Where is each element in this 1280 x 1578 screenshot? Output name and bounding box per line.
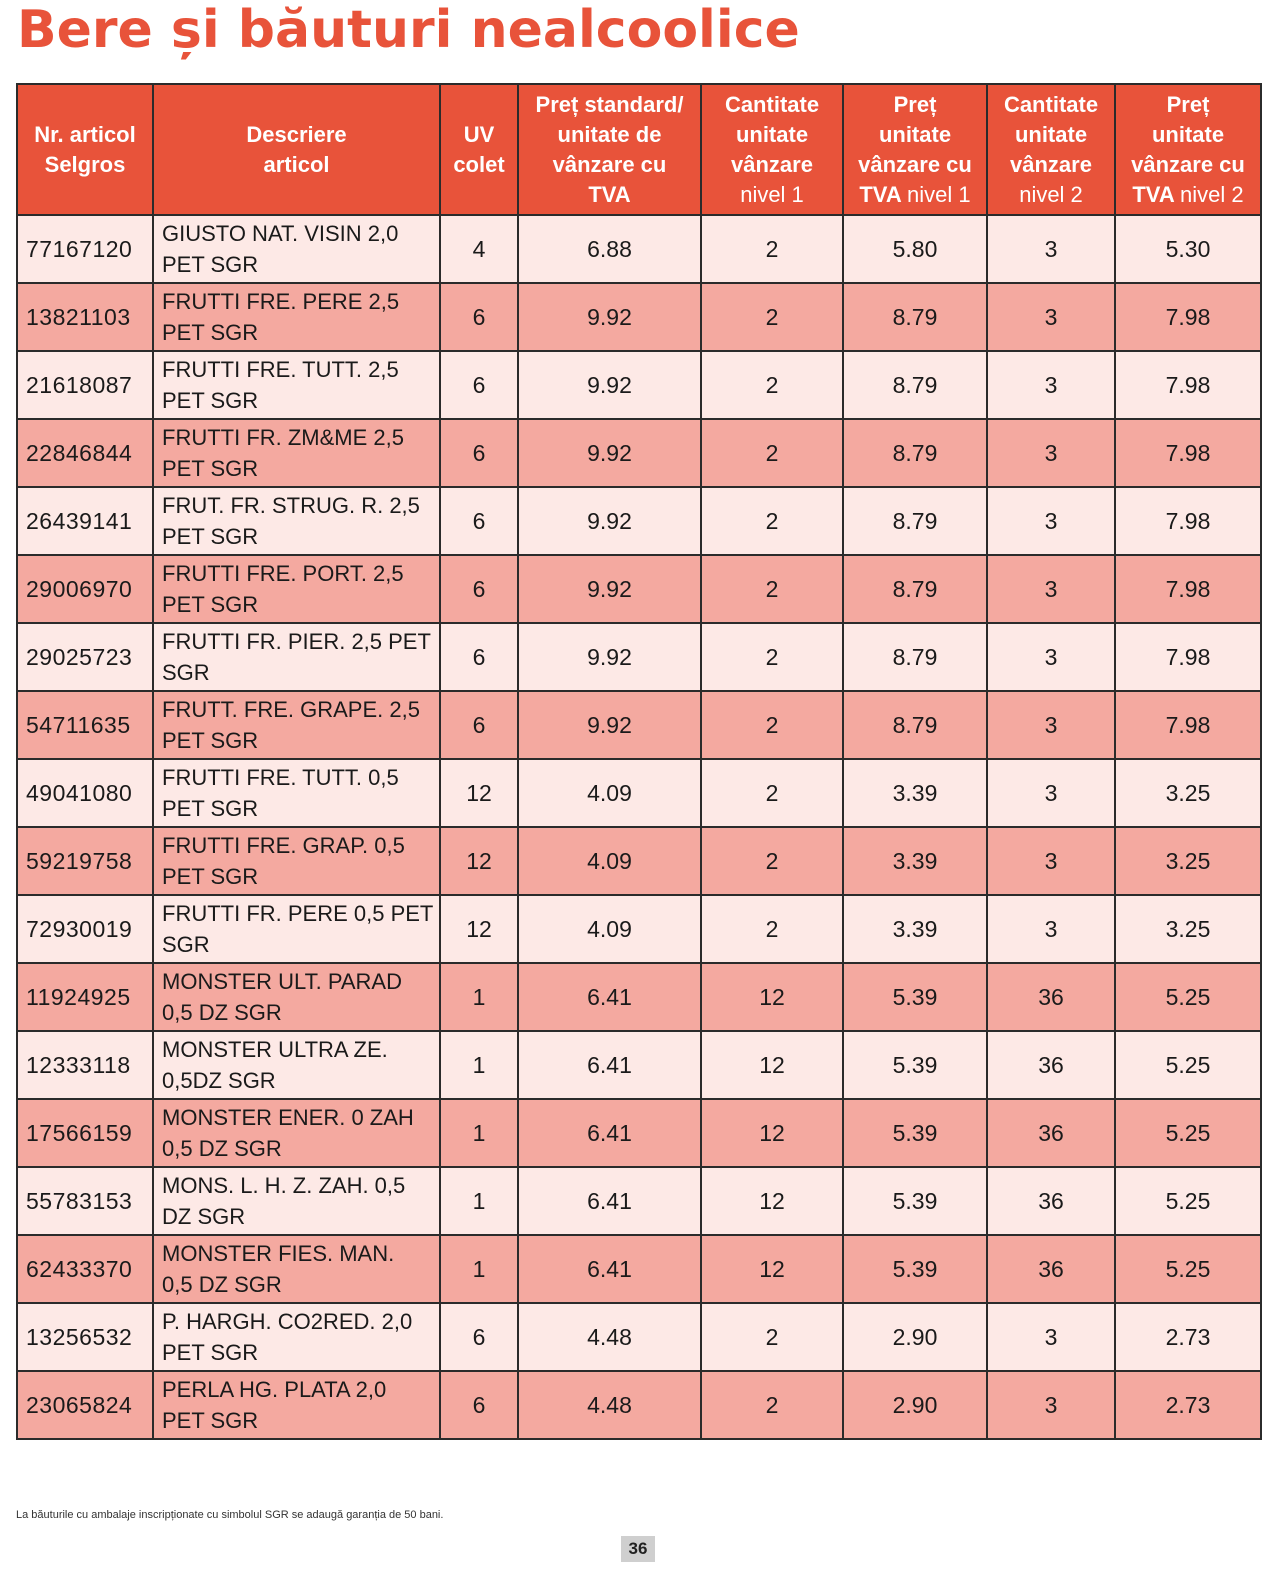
table-row [17,419,1261,487]
cell-cant1: 2 [701,759,843,827]
cell-uv: 1 [440,1031,518,1099]
desc-line: 0,5 DZ SGR [162,1000,282,1025]
cell-cant1: 2 [701,283,843,351]
cell-cant1: 2 [701,895,843,963]
cell-nr: 13256532 [17,1303,153,1371]
cell-nr: 77167120 [17,215,153,283]
cell-uv: 6 [440,1371,518,1439]
desc-line: MONS. L. H. Z. ZAH. 0,5 [162,1173,406,1198]
header-cantitate-nivel-1: Cantitate unitate vânzare nivel 1 [701,84,843,215]
desc-line: PET SGR [162,864,259,889]
table-row [17,215,1261,283]
cell-nr: 59219758 [17,827,153,895]
cell-pret2: 7.98 [1115,555,1261,623]
cell-desc [153,827,440,895]
cell-desc [153,691,440,759]
cell-pret2: 5.30 [1115,215,1261,283]
cell-pret-std: 9.92 [518,691,701,759]
cell-cant2: 3 [987,1371,1115,1439]
desc-line: FRUTTI FR. PERE 0,5 PET [162,901,434,926]
cell-desc [153,487,440,555]
cell-desc [153,351,440,419]
cell-desc [153,623,440,691]
cell-nr: 62433370 [17,1235,153,1303]
cell-pret1: 8.79 [843,487,987,555]
cell-pret1: 3.39 [843,759,987,827]
cell-pret2: 5.25 [1115,963,1261,1031]
cell-pret-std: 9.92 [518,623,701,691]
cell-nr: 29025723 [17,623,153,691]
cell-cant2: 36 [987,963,1115,1031]
cell-desc [153,1167,440,1235]
header-pret-standard: Preț standard/ unitate de vânzare cu TVA [518,84,701,215]
header-uv-colet: UV colet [440,84,518,215]
cell-pret1: 3.39 [843,895,987,963]
desc-line: MONSTER FIES. MAN. [162,1241,395,1266]
desc-line: PET SGR [162,252,259,277]
cell-pret-std: 4.48 [518,1371,701,1439]
cell-cant2: 36 [987,1031,1115,1099]
cell-pret2: 7.98 [1115,691,1261,759]
cell-desc [153,1031,440,1099]
cell-cant1: 12 [701,1235,843,1303]
desc-line: FRUTTI FR. ZM&ME 2,5 [162,425,404,450]
desc-line: SGR [162,932,210,957]
cell-pret-std: 9.92 [518,419,701,487]
cell-pret-std: 6.41 [518,1167,701,1235]
cell-cant2: 36 [987,1099,1115,1167]
cell-uv: 6 [440,555,518,623]
cell-nr: 26439141 [17,487,153,555]
cell-cant2: 3 [987,827,1115,895]
cell-pret-std: 4.09 [518,895,701,963]
table-row [17,963,1261,1031]
cell-uv: 6 [440,623,518,691]
cell-cant2: 3 [987,1303,1115,1371]
cell-cant2: 3 [987,283,1115,351]
desc-line: PET SGR [162,1340,259,1365]
desc-line: 0,5 DZ SGR [162,1136,282,1161]
desc-line: PET SGR [162,1408,259,1433]
desc-line: FRUTTI FR. PIER. 2,5 PET [162,629,431,654]
cell-uv: 6 [440,351,518,419]
cell-uv: 12 [440,759,518,827]
cell-pret1: 5.39 [843,1031,987,1099]
table-row [17,623,1261,691]
cell-pret1: 5.39 [843,1099,987,1167]
cell-pret1: 8.79 [843,555,987,623]
desc-line: FRUTTI FRE. TUTT. 0,5 [162,765,399,790]
cell-nr: 22846844 [17,419,153,487]
cell-pret-std: 6.88 [518,215,701,283]
cell-uv: 12 [440,827,518,895]
cell-pret1: 8.79 [843,419,987,487]
desc-line: FRUT. FR. STRUG. R. 2,5 [162,493,420,518]
cell-uv: 12 [440,895,518,963]
cell-cant2: 3 [987,691,1115,759]
cell-pret1: 2.90 [843,1371,987,1439]
cell-cant2: 3 [987,623,1115,691]
cell-cant2: 3 [987,487,1115,555]
desc-line: PET SGR [162,320,259,345]
cell-uv: 6 [440,419,518,487]
cell-desc [153,215,440,283]
cell-pret2: 2.73 [1115,1371,1261,1439]
cell-desc [153,283,440,351]
cell-pret2: 7.98 [1115,283,1261,351]
cell-pret2: 2.73 [1115,1303,1261,1371]
cell-cant2: 3 [987,895,1115,963]
table-body [17,215,1261,1439]
cell-nr: 11924925 [17,963,153,1031]
table-row [17,1167,1261,1235]
footnote: La băuturile cu ambalaje inscripționate cu simbolul SGR se adaugă garanția de 50 bani. [16,1509,444,1521]
cell-nr: 23065824 [17,1371,153,1439]
cell-pret1: 8.79 [843,623,987,691]
cell-nr: 21618087 [17,351,153,419]
cell-pret2: 5.25 [1115,1167,1261,1235]
cell-cant1: 2 [701,1371,843,1439]
cell-pret-std: 6.41 [518,963,701,1031]
cell-cant1: 2 [701,487,843,555]
cell-pret-std: 6.41 [518,1235,701,1303]
cell-nr: 54711635 [17,691,153,759]
desc-line: DZ SGR [162,1204,246,1229]
cell-pret1: 5.39 [843,1235,987,1303]
cell-pret2: 7.98 [1115,487,1261,555]
cell-uv: 6 [440,1303,518,1371]
cell-desc [153,1303,440,1371]
table-row [17,895,1261,963]
cell-cant2: 3 [987,759,1115,827]
table-row [17,1235,1261,1303]
desc-line: FRUTT. FRE. GRAPE. 2,5 [162,697,420,722]
cell-pret-std: 9.92 [518,487,701,555]
cell-cant2: 36 [987,1235,1115,1303]
cell-cant2: 36 [987,1167,1115,1235]
table-row [17,1371,1261,1439]
desc-line: 0,5 DZ SGR [162,1272,282,1297]
cell-pret1: 5.80 [843,215,987,283]
cell-uv: 4 [440,215,518,283]
desc-line: PET SGR [162,524,259,549]
cell-pret2: 7.98 [1115,351,1261,419]
cell-pret2: 3.25 [1115,895,1261,963]
desc-line: MONSTER ULTRA ZE. [162,1037,388,1062]
desc-line: PET SGR [162,592,259,617]
cell-nr: 49041080 [17,759,153,827]
desc-line: PET SGR [162,456,259,481]
cell-desc [153,555,440,623]
cell-uv: 6 [440,283,518,351]
cell-cant1: 2 [701,555,843,623]
cell-desc [153,1099,440,1167]
cell-nr: 72930019 [17,895,153,963]
cell-uv: 6 [440,487,518,555]
cell-pret1: 5.39 [843,1167,987,1235]
desc-line: FRUTTI FRE. GRAP. 0,5 [162,833,405,858]
cell-pret-std: 4.48 [518,1303,701,1371]
cell-cant1: 12 [701,1167,843,1235]
cell-pret-std: 9.92 [518,283,701,351]
cell-cant2: 3 [987,419,1115,487]
cell-pret2: 7.98 [1115,623,1261,691]
desc-line: PERLA HG. PLATA 2,0 [162,1377,387,1402]
cell-desc [153,419,440,487]
cell-pret1: 8.79 [843,691,987,759]
table-header-row [17,84,1261,215]
cell-cant1: 12 [701,963,843,1031]
page-title: Bere și băuturi nealcoolice [17,0,800,60]
cell-cant1: 2 [701,1303,843,1371]
cell-pret2: 3.25 [1115,827,1261,895]
cell-pret-std: 6.41 [518,1031,701,1099]
cell-uv: 1 [440,1167,518,1235]
cell-cant1: 2 [701,691,843,759]
cell-cant1: 2 [701,351,843,419]
cell-pret2: 5.25 [1115,1235,1261,1303]
price-table [16,83,1262,1440]
desc-line: P. HARGH. CO2RED. 2,0 [162,1309,413,1334]
cell-pret-std: 4.09 [518,759,701,827]
cell-pret2: 7.98 [1115,419,1261,487]
cell-nr: 13821103 [17,283,153,351]
table-row [17,555,1261,623]
table-row [17,351,1261,419]
cell-cant1: 12 [701,1031,843,1099]
table-row [17,487,1261,555]
header-pret-nivel-1: Preț unitate vânzare cu TVA nivel 1 [843,84,987,215]
cell-desc [153,1235,440,1303]
header-cantitate-nivel-2: Cantitate unitate vânzare nivel 2 [987,84,1115,215]
cell-cant1: 12 [701,1099,843,1167]
cell-pret1: 3.39 [843,827,987,895]
cell-nr: 12333118 [17,1031,153,1099]
cell-cant1: 2 [701,419,843,487]
cell-uv: 1 [440,963,518,1031]
cell-nr: 17566159 [17,1099,153,1167]
cell-cant2: 3 [987,555,1115,623]
desc-line: MONSTER ULT. PARAD [162,969,402,994]
cell-cant2: 3 [987,351,1115,419]
table-row [17,759,1261,827]
cell-pret-std: 9.92 [518,555,701,623]
cell-desc [153,759,440,827]
desc-line: PET SGR [162,388,259,413]
desc-line: SGR [162,660,210,685]
cell-uv: 6 [440,691,518,759]
cell-pret-std: 4.09 [518,827,701,895]
desc-line: MONSTER ENER. 0 ZAH [162,1105,414,1130]
table-row [17,691,1261,759]
cell-pret2: 3.25 [1115,759,1261,827]
cell-nr: 55783153 [17,1167,153,1235]
cell-uv: 1 [440,1099,518,1167]
cell-cant1: 2 [701,215,843,283]
table-row [17,1303,1261,1371]
desc-line: PET SGR [162,728,259,753]
cell-pret1: 5.39 [843,963,987,1031]
desc-line: FRUTTI FRE. TUTT. 2,5 [162,357,399,382]
cell-cant2: 3 [987,215,1115,283]
header-descriere: Descriere articol [153,84,440,215]
cell-pret1: 2.90 [843,1303,987,1371]
desc-line: 0,5DZ SGR [162,1068,276,1093]
cell-desc [153,895,440,963]
cell-cant1: 2 [701,623,843,691]
table-row [17,283,1261,351]
table-row [17,827,1261,895]
table-row [17,1031,1261,1099]
cell-uv: 1 [440,1235,518,1303]
page-number: 36 [621,1536,655,1562]
cell-cant1: 2 [701,827,843,895]
desc-line: GIUSTO NAT. VISIN 2,0 [162,221,399,246]
desc-line: FRUTTI FRE. PORT. 2,5 [162,561,404,586]
table-row [17,1099,1261,1167]
cell-pret-std: 6.41 [518,1099,701,1167]
cell-desc [153,963,440,1031]
cell-pret2: 5.25 [1115,1031,1261,1099]
desc-line: FRUTTI FRE. PERE 2,5 [162,289,400,314]
desc-line: PET SGR [162,796,259,821]
cell-nr: 29006970 [17,555,153,623]
cell-pret1: 8.79 [843,351,987,419]
cell-pret1: 8.79 [843,283,987,351]
header-pret-nivel-2: Preț unitate vânzare cu TVA nivel 2 [1115,84,1261,215]
cell-pret-std: 9.92 [518,351,701,419]
header-nr-articol: Nr. articol Selgros [17,84,153,215]
cell-desc [153,1371,440,1439]
cell-pret2: 5.25 [1115,1099,1261,1167]
